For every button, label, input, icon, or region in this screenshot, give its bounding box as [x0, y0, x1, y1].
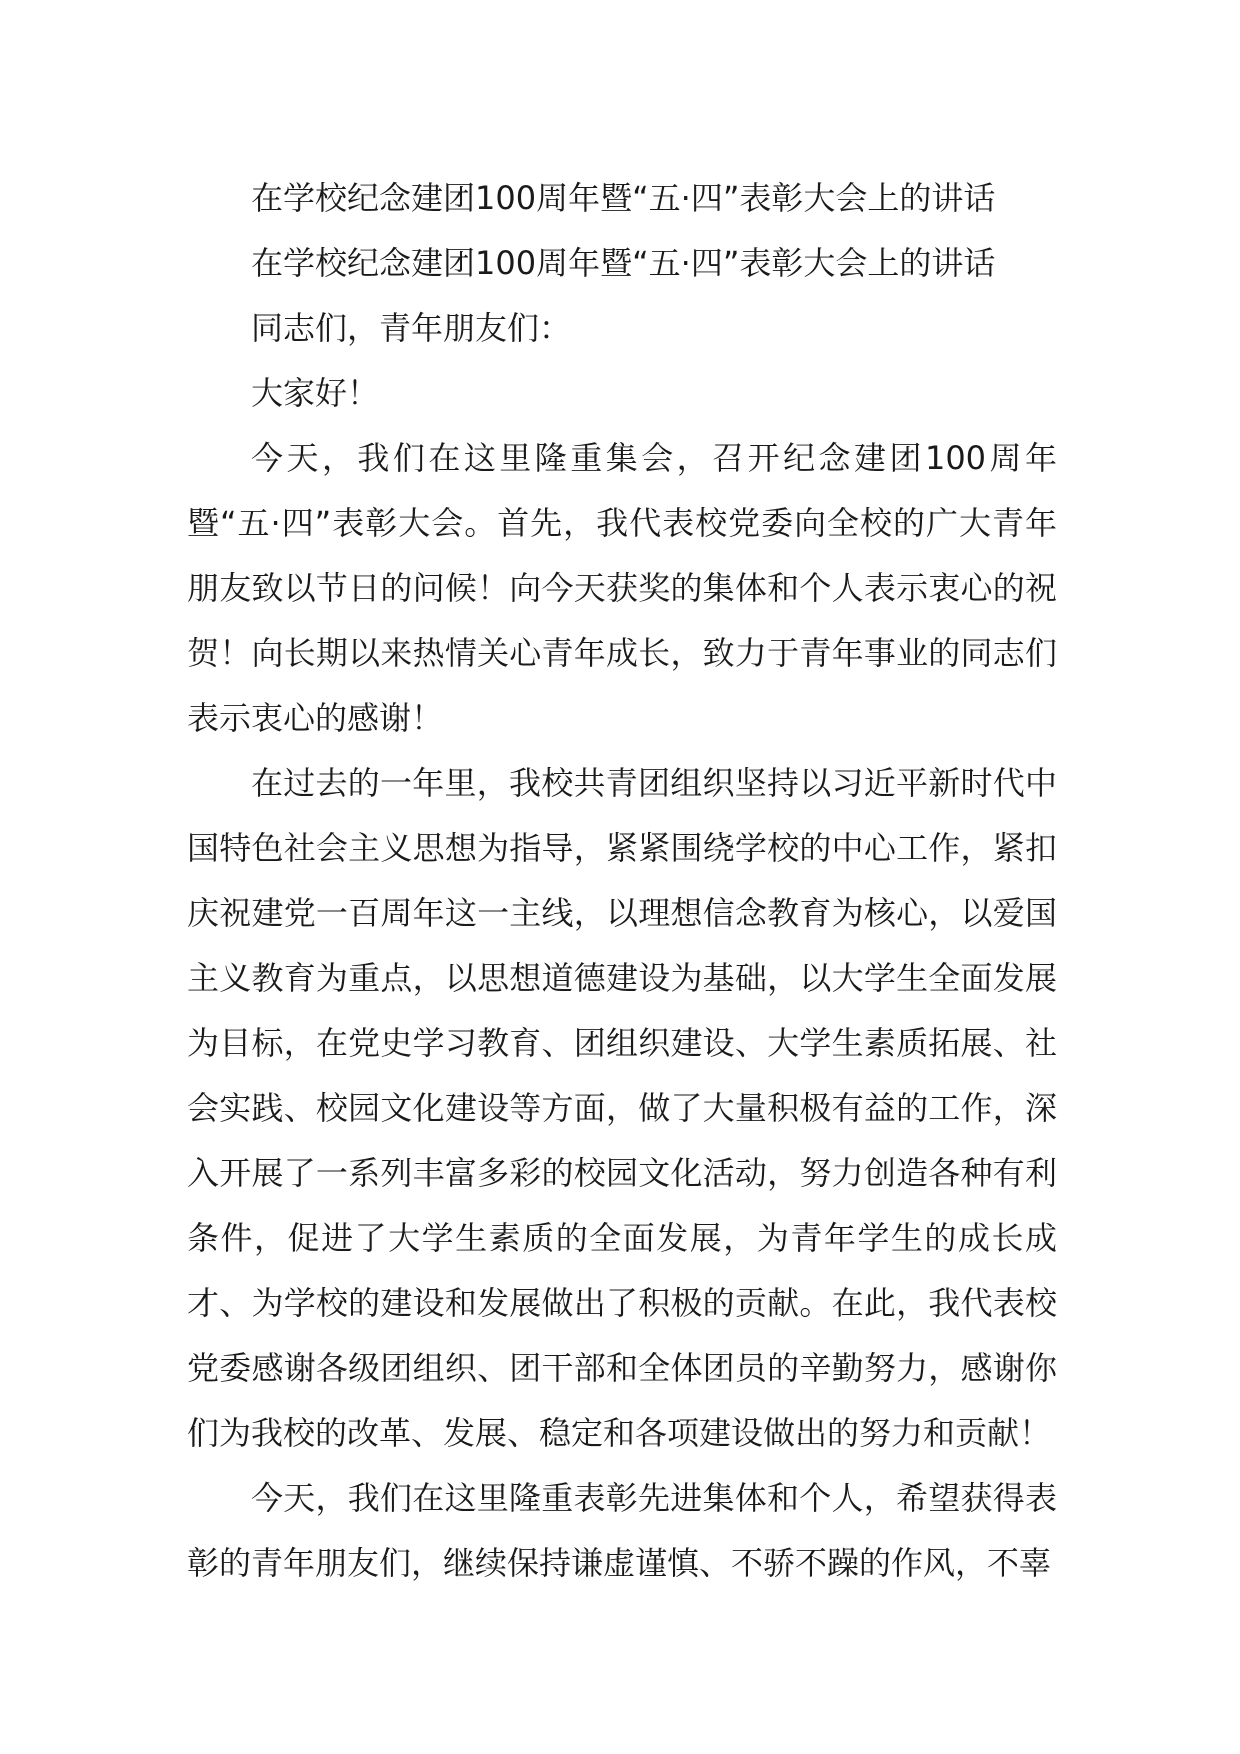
- document-title-repeat: 在学校纪念建团100周年暨“五·四”表彰大会上的讲话: [251, 244, 996, 282]
- paragraph-opening: 今天，我们在这里隆重集会，召开纪念建团100周年暨“五·四”表彰大会。首先，我代表校党委向全校的广大青年朋友致以节日的问候！向今天获奖的集体和个人表示衷心的祝贺！向长期以来热情关心青年成长，致力于青年事业的同志们表示衷心的感谢！: [187, 439, 1057, 737]
- salutation: 同志们，青年朋友们：: [251, 309, 572, 347]
- paragraph-achievements: 在过去的一年里，我校共青团组织坚持以习近平新时代中国特色社会主义思想为指导，紧紧围绕学校的中心工作，紧扣庆祝建党一百周年这一主线，以理想信念教育为核心，以爱国主义教育为重点，以思想道德建设为基础，以大学生全面发展为目标，在党史学习教育、团组织建设、大学生素质拓展、社会实践、校园文化建设等方面，做了大量积极有益的工作，深入开展了一系列丰富多彩的校园文化活动，努力创造各种有利条件，促进了大学生素质的全面发展，为青年学生的成长成才、为学校的建设和发展做出了积极的贡献。在此，我代表校党委感谢各级团组织、团干部和全体团员的辛勤努力，感谢你们为我校的改革、发展、稳定和各项建设做出的努力和贡献！: [187, 764, 1057, 1452]
- paragraph-commendation: 今天，我们在这里隆重表彰先进集体和个人，希望获得表彰的青年朋友们，继续保持谦虚谨慎、不骄不躁的作风，不辜: [187, 1479, 1057, 1582]
- document-title: 在学校纪念建团100周年暨“五·四”表彰大会上的讲话: [251, 179, 996, 217]
- greeting: 大家好！: [251, 374, 380, 412]
- speech-body: [187, 166, 1057, 1596]
